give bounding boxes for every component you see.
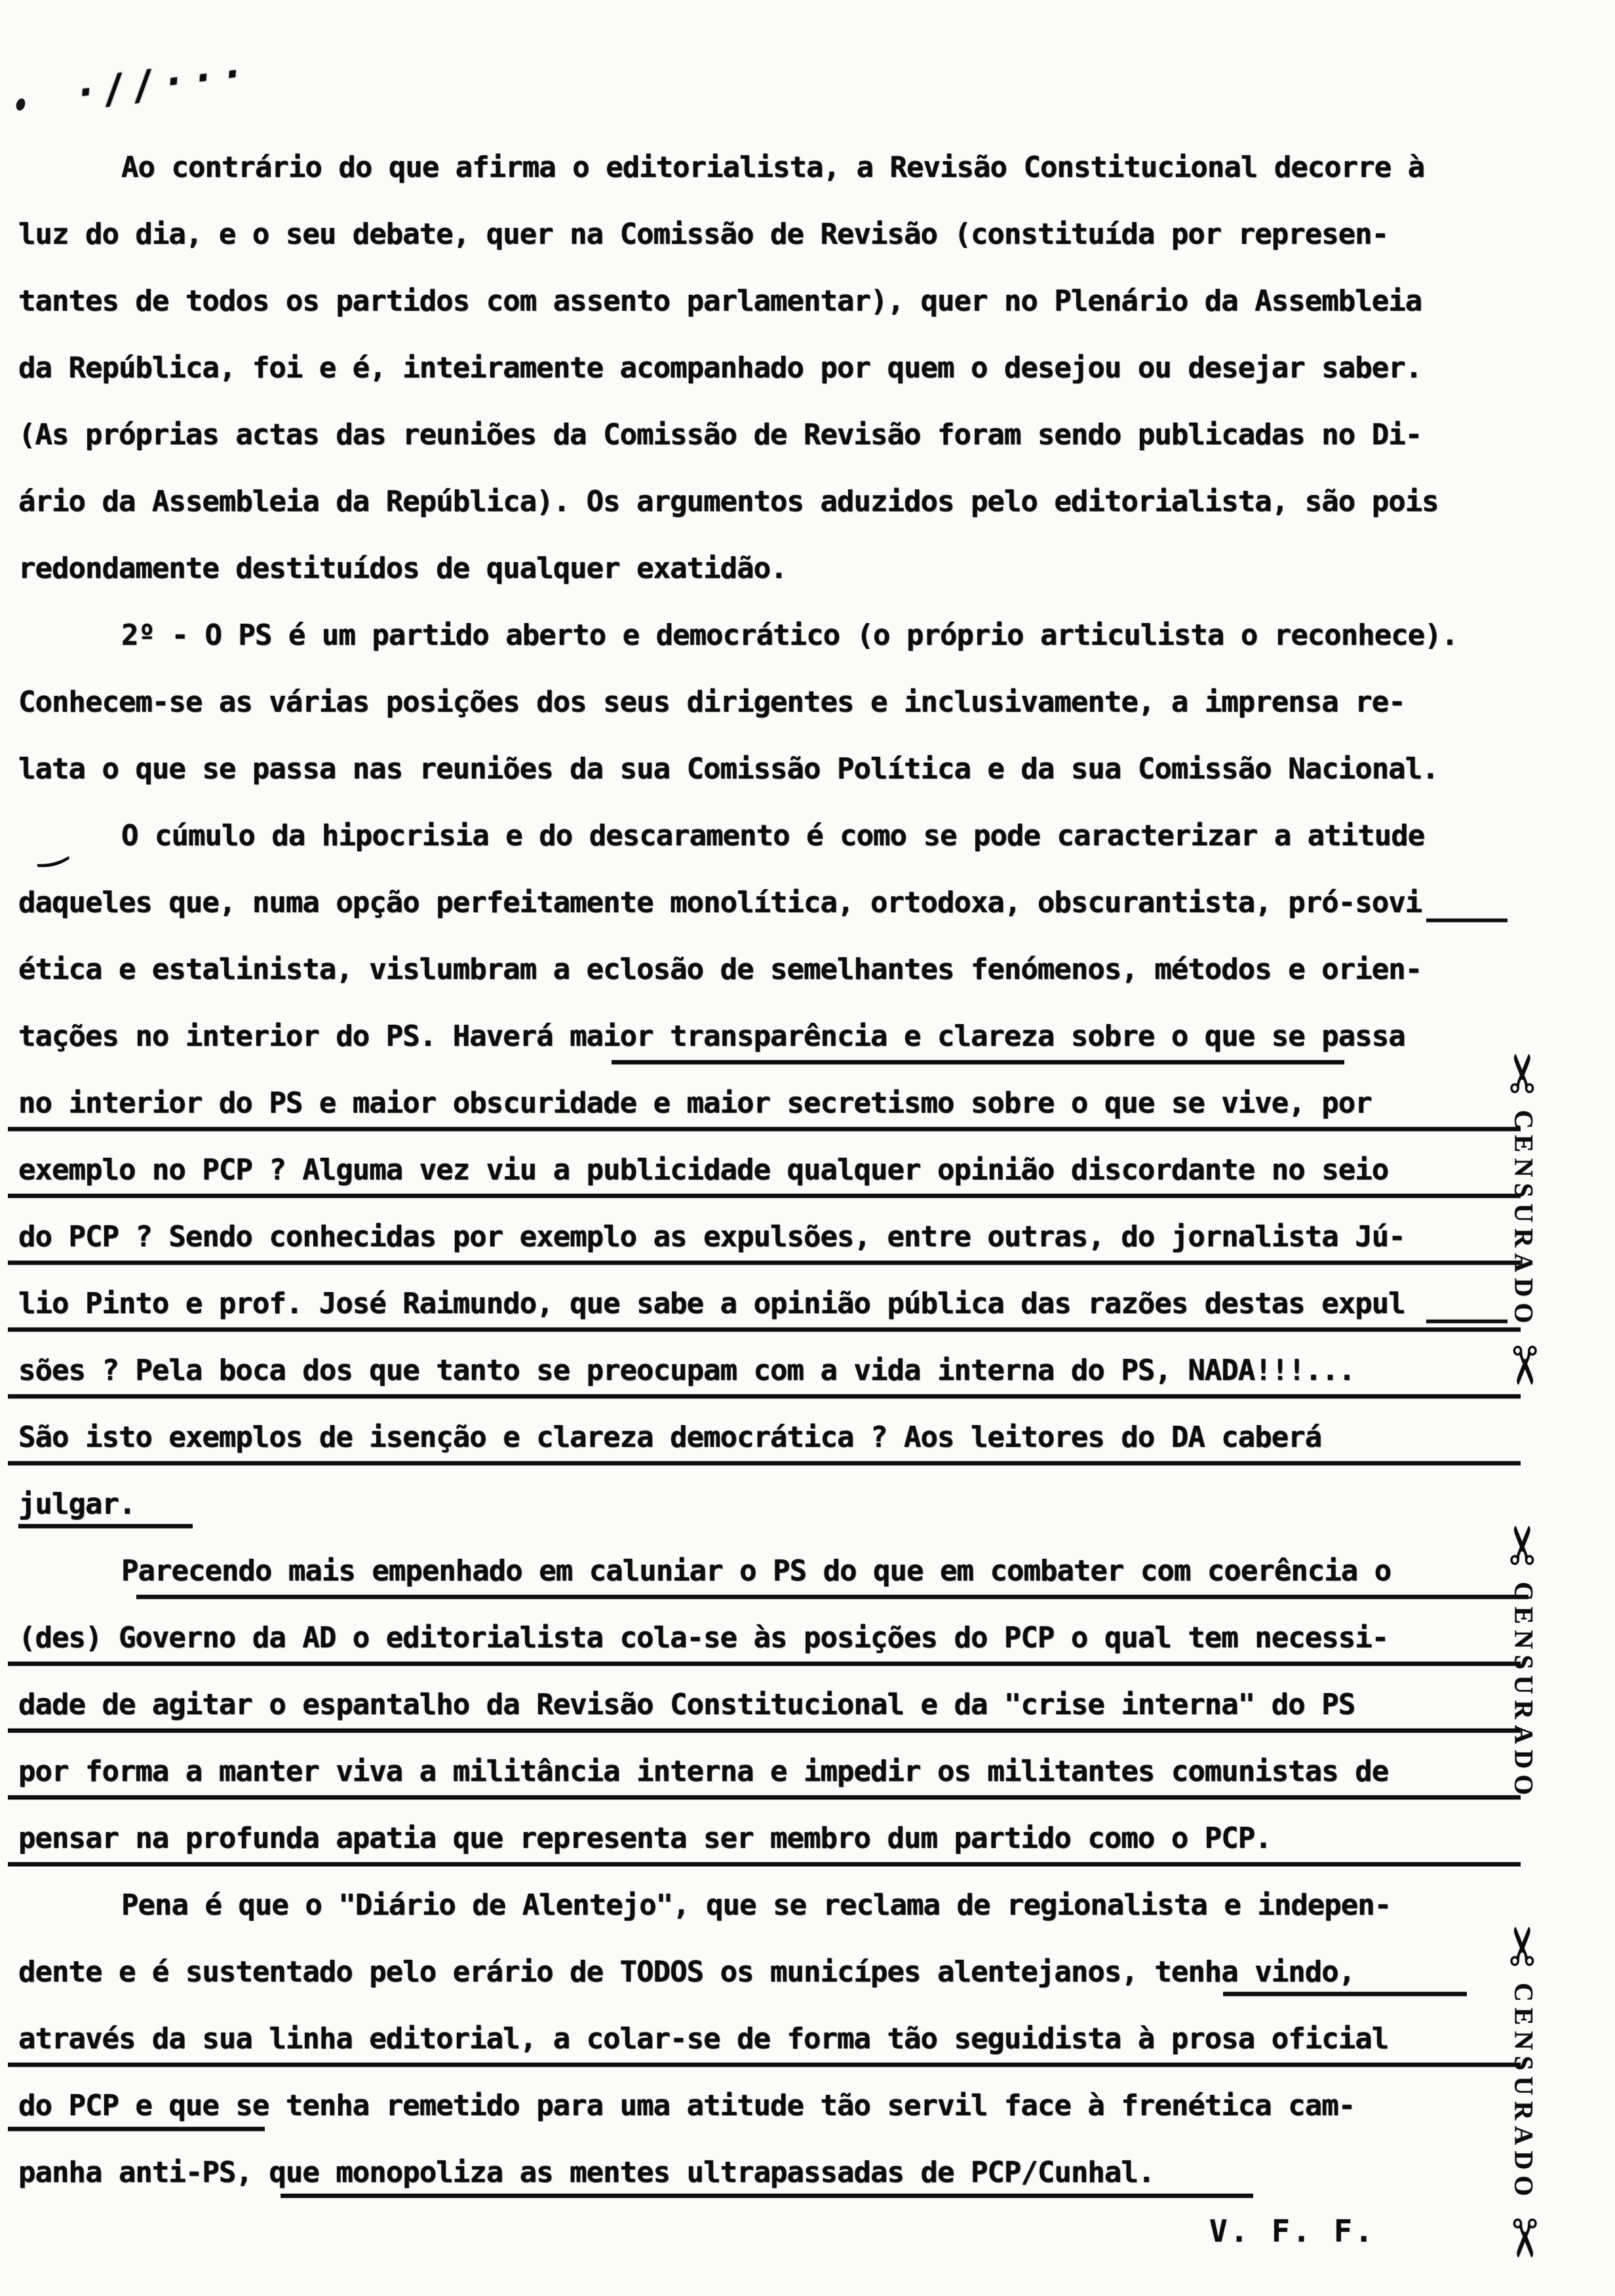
- scissors-icon: ✂: [1494, 2216, 1555, 2261]
- censor-stamp: [1493, 1920, 1555, 2265]
- censor-strike-line: [8, 1461, 1521, 1465]
- text-line: [18, 1955, 1526, 2022]
- text-line-content: tações no interior do PS. Haverá maior transparência e clareza sobre o que se passa: [18, 1020, 1405, 1053]
- text-line: [18, 1153, 1526, 1220]
- text-line-content: daqueles que, numa opção perfeitamente monolítica, ortodoxa, obscurantista, pró-sovi: [18, 886, 1422, 919]
- text-line-content: julgar.: [18, 1487, 136, 1521]
- text-line-content: lio Pinto e prof. José Raimundo, que sabe a opinião pública das razões destas expul: [18, 1287, 1405, 1320]
- text-line: [18, 552, 1526, 619]
- censor-stamp-label: CENSURADO: [1509, 1582, 1539, 1801]
- text-line: [18, 2022, 1526, 2089]
- text-line: [18, 1421, 1526, 1487]
- text-line: [18, 351, 1526, 418]
- censor-stamp-label: CENSURADO: [1509, 1110, 1539, 1330]
- text-line: [18, 1822, 1526, 1888]
- text-line-content: (As próprias actas das reuniões da Comissão de Revisão foram sendo publicadas no Di-: [18, 418, 1422, 451]
- text-line: [18, 1621, 1526, 1688]
- text-line: [18, 284, 1526, 351]
- text-line-content: da República, foi e é, inteiramente acompanhado por quem o desejou ou desejar saber.: [18, 351, 1422, 385]
- censor-strike-line: [8, 1394, 1521, 1398]
- signature: V. F. F.: [1209, 2213, 1376, 2249]
- censor-stamp: [1493, 1519, 1554, 1811]
- scissors-icon: ✂: [1493, 1924, 1554, 1968]
- text-line-content: (des) Governo da AD o editorialista cola-se às posições do PCP o qual tem necessi-: [18, 1621, 1389, 1655]
- censor-strike-line: [8, 1127, 1521, 1131]
- scissors-icon: ✂: [1493, 1051, 1554, 1096]
- text-line: [18, 886, 1526, 953]
- censor-strike-line: [8, 1662, 1521, 1666]
- censor-strike-line: [136, 1595, 1528, 1599]
- text-line: [18, 1086, 1526, 1153]
- text-line-content: do PCP e que se tenha remetido para uma atitude tão servil face à frenética cam-: [18, 2089, 1355, 2122]
- text-line: [18, 819, 1526, 886]
- text-line-content: sões ? Pela boca dos que tanto se preocupam com a vida interna do PS, NADA!!!...: [18, 1354, 1355, 1387]
- censor-strike-line: [1426, 919, 1508, 922]
- text-line-content: dente e é sustentado pelo erário de TODOS os municípes alentejanos, tenha vindo,: [18, 1955, 1355, 1989]
- text-line-content: São isto exemplos de isenção e clareza democrática ? Aos leitores do DA caberá: [18, 1421, 1322, 1454]
- censor-strike-line: [8, 1729, 1521, 1732]
- page-continuation-mark: ·//···: [71, 49, 254, 117]
- text-line: [18, 1020, 1526, 1086]
- text-line: [18, 418, 1526, 485]
- text-line-content: Ao contrário do que afirma o editorialista, a Revisão Constitucional decorre à: [121, 151, 1425, 184]
- text-line-content: O cúmulo da hipocrisia e do descaramento é como se pode caracterizar a atitude: [121, 819, 1425, 852]
- text-line: [18, 1354, 1526, 1421]
- text-line-content: panha anti-PS, que monopoliza as mentes ultrapassadas de PCP/Cunhal.: [18, 2156, 1155, 2189]
- censor-strike-line: [1223, 1992, 1467, 1996]
- censor-stamp-label: CENSURADO: [1509, 1983, 1539, 2202]
- text-line: [18, 151, 1526, 218]
- text-line-content: no interior do PS e maior obscuridade e maior secretismo sobre o que se vive, por: [18, 1086, 1372, 1120]
- text-line: [18, 953, 1526, 1020]
- text-line: [18, 2089, 1526, 2156]
- text-line-content: através da sua linha editorial, a colar-se de forma tão seguidista à prosa oficial: [18, 2022, 1389, 2056]
- text-line-content: Conhecem-se as várias posições dos seus dirigentes e inclusivamente, a imprensa re-: [18, 685, 1405, 719]
- pen-mark: ‿: [29, 821, 69, 870]
- text-line: [18, 685, 1526, 752]
- text-line: [18, 752, 1526, 819]
- text-line: [18, 218, 1526, 284]
- censor-strike-line: [8, 1795, 1521, 1799]
- censor-strike-line: [612, 1060, 1344, 1064]
- text-line-content: ética e estalinista, vislumbram a eclosão de semelhantes fenómenos, métodos e orien-: [18, 953, 1422, 986]
- scissors-icon: ✂: [1493, 1523, 1554, 1567]
- ink-speck: [14, 97, 26, 111]
- scissors-icon: ✂: [1494, 1343, 1555, 1388]
- text-line-content: ário da Assembleia da República). Os argumentos aduzidos pelo editorialista, são pois: [18, 485, 1439, 518]
- text-line: [18, 1487, 1526, 1554]
- text-line-content: 2º - O PS é um partido aberto e democrático (o próprio articulista o reconhece).: [121, 619, 1458, 652]
- censor-strike-line: [8, 1862, 1521, 1866]
- text-line-content: dade de agitar o espantalho da Revisão Constitucional e da "crise interna" do PS: [18, 1688, 1355, 1721]
- censor-strike-line: [8, 1194, 1521, 1198]
- censor-strike-line: [18, 1524, 193, 1528]
- text-line-content: por forma a manter viva a militância interna e impedir os militantes comunistas de: [18, 1755, 1389, 1788]
- censor-strike-line: [8, 1261, 1521, 1265]
- text-line-content: exemplo no PCP ? Alguma vez viu a publicidade qualquer opinião discordante no seio: [18, 1153, 1389, 1187]
- censor-stamp: [1493, 1047, 1555, 1392]
- text-line: [18, 2156, 1526, 2223]
- text-line-content: tantes de todos os partidos com assento parlamentar), quer no Plenário da Assembleia: [18, 284, 1422, 318]
- text-line-content: luz do dia, e o seu debate, quer na Comissão de Revisão (constituída por represen-: [18, 218, 1389, 251]
- censor-strike-line: [281, 2194, 1253, 2198]
- text-line: [18, 1888, 1526, 1955]
- text-line: [18, 1554, 1526, 1621]
- text-line-content: pensar na profunda apatia que representa ser membro dum partido como o PCP.: [18, 1822, 1272, 1855]
- text-line: [18, 619, 1526, 685]
- text-line: [18, 1688, 1526, 1755]
- text-line-content: Pena é que o "Diário de Alentejo", que se reclama de regionalista e indepen-: [121, 1888, 1391, 1922]
- text-line: [18, 485, 1526, 552]
- censor-strike-line: [8, 2063, 1521, 2067]
- text-line: [18, 1287, 1526, 1354]
- text-line-content: redondamente destituídos de qualquer exatidão.: [18, 552, 787, 585]
- text-line: [18, 1755, 1526, 1822]
- text-line-content: do PCP ? Sendo conhecidas por exemplo as expulsões, entre outras, do jornalista Jú-: [18, 1220, 1405, 1253]
- censor-strike-line: [8, 1328, 1521, 1331]
- text-line-content: lata o que se passa nas reuniões da sua Comissão Política e da sua Comissão Nacional.: [18, 752, 1439, 786]
- censor-strike-line: [8, 2127, 265, 2131]
- text-line-content: Parecendo mais empenhado em caluniar o PS do que em combater com coerência o: [121, 1554, 1391, 1588]
- text-line: [18, 1220, 1526, 1287]
